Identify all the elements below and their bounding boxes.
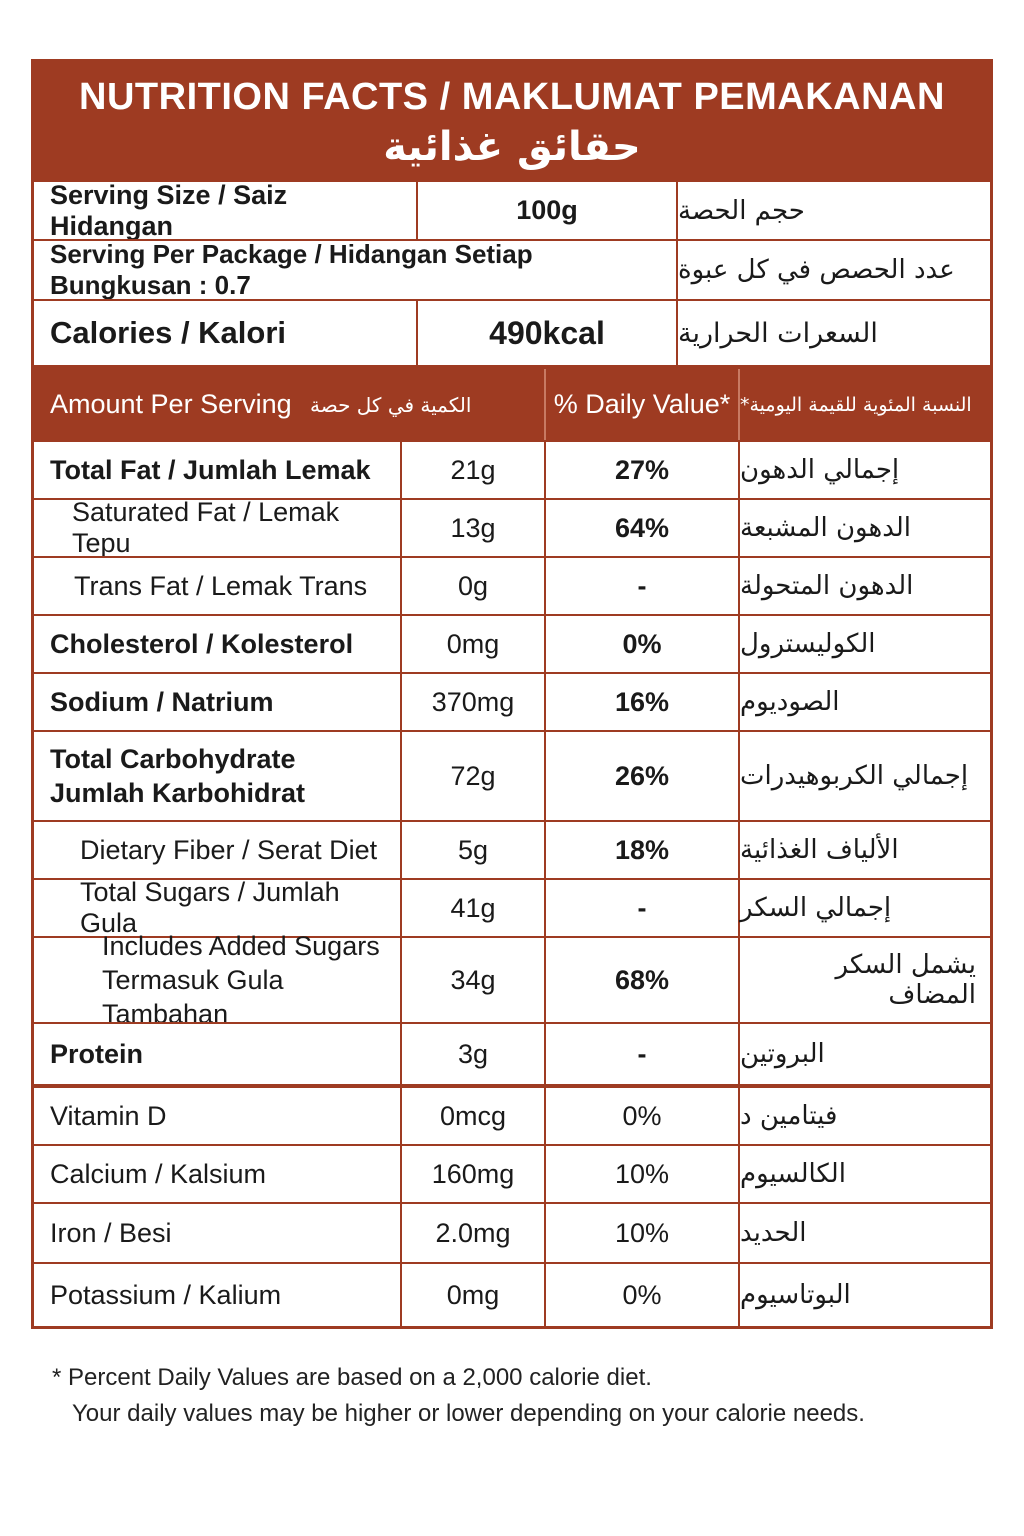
nutrient-row-saturated-fat bbox=[34, 498, 990, 556]
nutrient-amount: 13g bbox=[400, 500, 544, 556]
vitamin-dv: 10% bbox=[544, 1204, 738, 1262]
nutrient-name: Dietary Fiber / Serat Diet bbox=[80, 834, 378, 865]
nutrient-arabic: الألياف الغذائية bbox=[738, 822, 976, 878]
nutrient-name-line2: Jumlah Karbohidrat bbox=[50, 778, 306, 808]
amount-per-serving-header: Amount Per Serving bbox=[50, 389, 292, 419]
nutrient-dv: - bbox=[544, 880, 738, 936]
nutrient-amount: 0g bbox=[400, 558, 544, 614]
serving-size-value: 100g bbox=[416, 182, 676, 239]
label-title-arabic: حقائق غذائية bbox=[383, 124, 641, 170]
nutrient-row-total-carbohydrate bbox=[34, 730, 990, 820]
serving-per-package-label: Serving Per Package / Hidangan Setiap Bungkusan : 0.7 bbox=[50, 239, 533, 300]
nutrient-dv: - bbox=[544, 558, 738, 614]
nutrient-name: Sodium / Natrium bbox=[50, 686, 274, 717]
nutrition-label bbox=[31, 59, 993, 1329]
vitamin-arabic: الحديد bbox=[738, 1204, 976, 1262]
nutrient-amount: 370mg bbox=[400, 674, 544, 730]
nutrient-amount: 5g bbox=[400, 822, 544, 878]
nutrient-row-dietary-fiber bbox=[34, 820, 990, 878]
serving-per-package-row bbox=[34, 239, 990, 299]
nutrient-row-trans-fat bbox=[34, 556, 990, 614]
vitamin-name: Iron / Besi bbox=[50, 1217, 172, 1248]
amount-header-row bbox=[34, 365, 990, 440]
nutrient-name: Protein bbox=[50, 1038, 144, 1069]
serving-size-row bbox=[34, 180, 990, 239]
vitamin-name: Calcium / Kalsium bbox=[50, 1158, 267, 1189]
nutrient-name: Cholesterol / Kolesterol bbox=[50, 628, 354, 659]
nutrient-name bbox=[50, 732, 400, 820]
serving-size-label: Serving Size / Saiz Hidangan bbox=[50, 179, 288, 241]
label-title: NUTRITION FACTS / MAKLUMAT PEMAKANAN bbox=[79, 76, 945, 118]
vitamin-row-calcium bbox=[34, 1144, 990, 1202]
vitamin-row-iron bbox=[34, 1202, 990, 1262]
footnote-line1: * Percent Daily Values are based on a 2,000 calorie diet. bbox=[52, 1364, 652, 1391]
nutrient-name: Saturated Fat / Lemak Tepu bbox=[72, 497, 340, 558]
vitamin-row-potassium bbox=[34, 1262, 990, 1326]
nutrient-dv: 27% bbox=[544, 442, 738, 498]
vitamin-name: Vitamin D bbox=[50, 1100, 167, 1131]
nutrient-arabic: الدهون المتحولة bbox=[738, 558, 976, 614]
amount-per-serving-arabic: الكمية في كل حصة bbox=[310, 392, 472, 417]
nutrient-arabic: البروتين bbox=[738, 1024, 976, 1084]
nutrient-row-added-sugars bbox=[34, 931, 990, 1029]
nutrient-row-sodium bbox=[34, 672, 990, 730]
nutrient-amount: 0mg bbox=[400, 616, 544, 672]
nutrient-arabic: الصوديوم bbox=[738, 674, 976, 730]
nutrient-dv: 18% bbox=[544, 822, 738, 878]
nutrient-row-protein bbox=[34, 1022, 990, 1084]
footnote-line2: Your daily values may be higher or lower depending on your calorie needs. bbox=[72, 1400, 865, 1427]
nutrient-arabic: الكوليسترول bbox=[738, 616, 976, 672]
vitamin-arabic: الكالسيوم bbox=[738, 1146, 976, 1202]
nutrient-dv: 68% bbox=[544, 938, 738, 1022]
calories-label: Calories / Kalori bbox=[50, 315, 287, 350]
nutrient-name: Trans Fat / Lemak Trans bbox=[74, 570, 368, 601]
nutrient-arabic: يشمل السكر المضاف bbox=[738, 938, 976, 1022]
nutrient-row-total-sugars bbox=[34, 878, 990, 936]
vitamin-dv: 0% bbox=[544, 1264, 738, 1326]
nutrient-dv: 0% bbox=[544, 616, 738, 672]
calories-value: 490kcal bbox=[416, 301, 676, 365]
nutrient-arabic: الدهون المشبعة bbox=[738, 500, 976, 556]
calories-arabic: السعرات الحرارية bbox=[676, 301, 976, 365]
vitamin-row-vitamin-d bbox=[34, 1084, 990, 1144]
nutrient-name-line1: Includes Added Sugars bbox=[102, 931, 380, 961]
nutrient-name-line1: Total Carbohydrate bbox=[50, 744, 296, 774]
nutrient-arabic: إجمالي الكربوهيدرات bbox=[738, 732, 976, 820]
vitamin-amount: 2.0mg bbox=[400, 1204, 544, 1262]
vitamin-amount: 0mcg bbox=[400, 1088, 544, 1144]
nutrient-amount: 3g bbox=[400, 1024, 544, 1084]
vitamin-dv: 0% bbox=[544, 1088, 738, 1144]
vitamin-amount: 160mg bbox=[400, 1146, 544, 1202]
nutrient-amount: 21g bbox=[400, 442, 544, 498]
vitamin-amount: 0mg bbox=[400, 1264, 544, 1326]
nutrient-dv: 16% bbox=[544, 674, 738, 730]
serving-per-package-arabic: عدد الحصص في كل عبوة bbox=[676, 241, 976, 299]
footnote bbox=[52, 1360, 865, 1432]
nutrient-amount: 72g bbox=[400, 732, 544, 820]
serving-size-arabic: حجم الحصة bbox=[676, 182, 976, 239]
nutrient-dv: 26% bbox=[544, 732, 738, 820]
nutrient-arabic: إجمالي السكر bbox=[738, 880, 976, 936]
daily-value-arabic: النسبة المئوية للقيمة اليومية* bbox=[738, 369, 978, 440]
nutrient-name: Total Fat / Jumlah Lemak bbox=[50, 454, 371, 485]
nutrient-name bbox=[102, 931, 400, 1029]
vitamin-arabic: فيتامين د bbox=[738, 1088, 976, 1144]
label-header bbox=[34, 62, 990, 180]
nutrient-name: Total Sugars / Jumlah Gula bbox=[80, 877, 340, 938]
nutrient-arabic: إجمالي الدهون bbox=[738, 442, 976, 498]
nutrient-amount: 34g bbox=[400, 938, 544, 1022]
nutrient-dv: - bbox=[544, 1024, 738, 1084]
vitamin-dv: 10% bbox=[544, 1146, 738, 1202]
nutrient-row-cholesterol bbox=[34, 614, 990, 672]
nutrient-name-line2: Termasuk Gula Tambahan bbox=[102, 965, 284, 1029]
nutrient-dv: 64% bbox=[544, 500, 738, 556]
vitamin-name: Potassium / Kalium bbox=[50, 1279, 282, 1310]
nutrient-row-total-fat bbox=[34, 440, 990, 498]
vitamin-arabic: البوتاسيوم bbox=[738, 1264, 976, 1326]
nutrient-amount: 41g bbox=[400, 880, 544, 936]
calories-row bbox=[34, 299, 990, 365]
daily-value-header: % Daily Value* bbox=[544, 369, 738, 440]
